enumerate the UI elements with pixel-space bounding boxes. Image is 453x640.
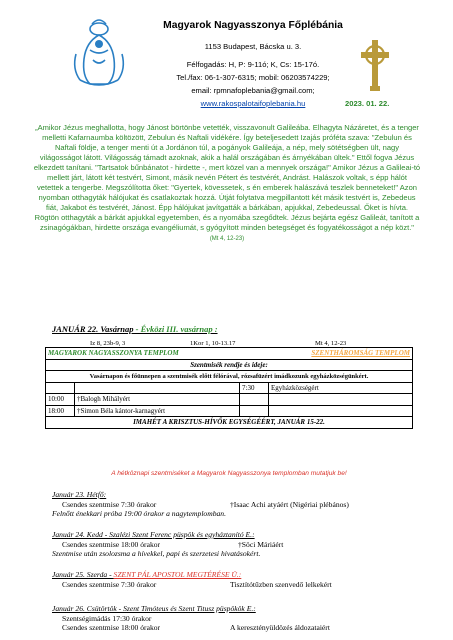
reading-3: Mt 4, 12-23	[315, 340, 347, 347]
gospel-quote-text: „Amikor Jézus meghallotta, hogy Jánost börtönbe vetették, visszavonult Galileába. Elhagyta Názáretet, és a tenger melletti Kafarnaumba költözött, Zebulun és Naftali vidékére. Így beteljesedett Izajás próféta szava: "Zebulun és Naftali földje, a tenger menti út a Jordánon túl, a pogányok Galileája, a nép, mely sötétségben ült, nagy világosságot látott. Világosság támadt azoknak, akik a halál országában és árnyékában ültek." Ettől fogva Jézus elkezdett tanítani. "Tartsatok bűnbánatot - hirdette -, mert közel van a mennyek országa!" Amikor Jézus a Galileai-tó mellett járt, látott két testvért, Simont, másik nevén Pétert és testvérét, Andrást. Halászok voltak, s épp hálót vetettek a tengerbe. Megszólította őket: "Gyertek, kövessetek, s én emberek halászává teszlek benneteket!" Azon nyomban otthagyták hálójukat és csatlakoztak hozzá. Útját folytatva megpillantott két másik testvért is, Zebedeus fiát, Jakabot és testvérét, Jánost. Épp hálójukat javítgatták a bárkában, apjukkal, Zebedeussal. Őket is hívta. Rögtön otthagyták a bárkát apjukkal egyetemben, és a nyomába szegődtek. Jézus bejárta egész Galileát, tanított a zsinagógákban, hirdette országa evangéliumát, s gyógyított minden betegséget és fogyatékosságot a nép közt."	[33, 123, 421, 233]
day-wednesday	[52, 570, 332, 589]
parish-title: Magyarok Nagyasszonya Főplébánia	[163, 20, 343, 31]
list-item	[52, 539, 284, 550]
sunday-title: JANUÁR 22. Vasárnap	[52, 324, 134, 334]
mass-time-2	[240, 405, 269, 417]
sunday-heading	[52, 324, 218, 334]
day-title: Január 24. Kedd - Szalézi Szent Ferenc püspök és egyháztanító E.:	[52, 530, 255, 539]
mass-intention-2: Egyházközségért	[269, 382, 413, 394]
mass-time: 18:00	[46, 405, 75, 417]
table-row	[46, 382, 413, 394]
gospel-quote	[33, 123, 421, 244]
table-row	[46, 405, 413, 417]
mass-intention-text: †Isaac Achi atyáért (Nigériai plébános)	[230, 499, 349, 509]
table-row	[46, 359, 413, 371]
phone-numbers: Tel./fax: 06-1-307-6315; mobil: 06203574229;	[176, 73, 330, 82]
mass-intention-2	[269, 405, 413, 417]
mass-schedule-table	[45, 347, 413, 429]
day-title: Január 23. Hétfő:	[52, 490, 107, 499]
feast-name: SZENT PÁL APOSTOL MEGTÉRÉSE Ü.:	[113, 570, 242, 579]
office-hours: Félfogadás: H, P: 9-11ó; K, Cs: 15-17ó.	[186, 60, 320, 69]
mass-intention: †Balogh Mihályért	[75, 394, 240, 406]
list-item	[52, 549, 261, 559]
schedule-title: Szentmisék rendje és ideje:	[46, 359, 413, 371]
gospel-reference: (Mt 4, 12-23)	[209, 235, 245, 242]
celtic-cross-icon	[357, 38, 393, 92]
day-title: Január 25. Szerda -	[52, 570, 114, 579]
day-tuesday	[52, 530, 284, 559]
mass-time-2	[240, 394, 269, 406]
day-title-row	[52, 570, 241, 580]
list-item	[52, 499, 349, 510]
event-text: Szentmise után zsolozsma a hívekkel, papi és szerzetesi hivatásokért.	[52, 549, 261, 559]
mass-intention: †Simon Béla kántor-karnagyért	[75, 405, 240, 417]
mass-time-2: 7:30	[240, 382, 269, 394]
day-thursday	[52, 604, 330, 633]
mass-time: 10:00	[46, 394, 75, 406]
event-text: Felnőtt énekkari próba 19:00 órakor a nagytemplomban.	[52, 509, 226, 519]
table-row	[46, 348, 413, 360]
list-item	[52, 509, 226, 519]
mass-intention-text: †Söci Máriáért	[238, 539, 284, 549]
mass-time-text: Csendes szentmise 7:30 órakor	[62, 579, 157, 589]
sunday-subtitle: - Évközi III. vasárnap :	[133, 324, 218, 334]
day-monday	[52, 490, 349, 519]
table-row	[46, 371, 413, 383]
list-item	[52, 614, 256, 624]
mass-intention-text: Tisztítótűzben szenvedő lelkekért	[230, 579, 332, 589]
mass-intention-2	[269, 394, 413, 406]
parish-address: 1153 Budapest, Bácska u. 3.	[204, 42, 302, 51]
bulletin-date: 2023. 01. 22.	[345, 99, 390, 108]
table-row	[46, 417, 413, 429]
mass-time-text: Csendes szentmise 18:00 órakor	[62, 623, 161, 633]
mass-intention	[75, 382, 240, 394]
website-link[interactable]: www.rakospalotaifoplebania.hu	[200, 99, 306, 108]
weekday-notice: A hétköznapi szentmiséket a Magyarok Nagyasszonya templomban mutatjuk be!	[111, 470, 347, 477]
church-name: MAGYAROK NAGYASSZONYA TEMPLOM	[46, 348, 240, 360]
mass-time-text: Csendes szentmise 18:00 órakor	[62, 539, 161, 549]
event-text: Szentségimádás 17:30 órakor	[62, 613, 152, 623]
mass-time-text: Csendes szentmise 7:30 órakor	[62, 499, 157, 509]
rosary-note: Vasárnapon és főünnepen a szentmisék előtt félórával, rózsafüzért imádkozunk egyházközségünkért.	[46, 371, 413, 383]
reading-2: 1Kor 1, 10-13.17	[190, 340, 236, 347]
list-item	[52, 623, 330, 633]
prayer-week-note: IMAHÉT A KRISZTUS-HÍVŐK EGYSÉGÉÉRT, JANUÁR 15-22.	[46, 417, 413, 429]
list-item	[52, 579, 332, 590]
day-title: Január 26. Csütörtök - Szent Timóteus és Szent Titusz püspökök E.:	[52, 604, 256, 613]
madonna-logo-icon	[66, 14, 132, 88]
table-row	[46, 394, 413, 406]
email-address: email: rpmnafoplebania@gmail.com;	[191, 86, 315, 95]
mass-time	[46, 382, 75, 394]
other-church-name: SZENTHÁROMSÁG TEMPLOM	[240, 348, 413, 360]
mass-intention-text: A keresztényüldözés áldozataiért	[230, 623, 330, 633]
reading-1: Iz 8, 23b-9, 3	[90, 340, 126, 347]
